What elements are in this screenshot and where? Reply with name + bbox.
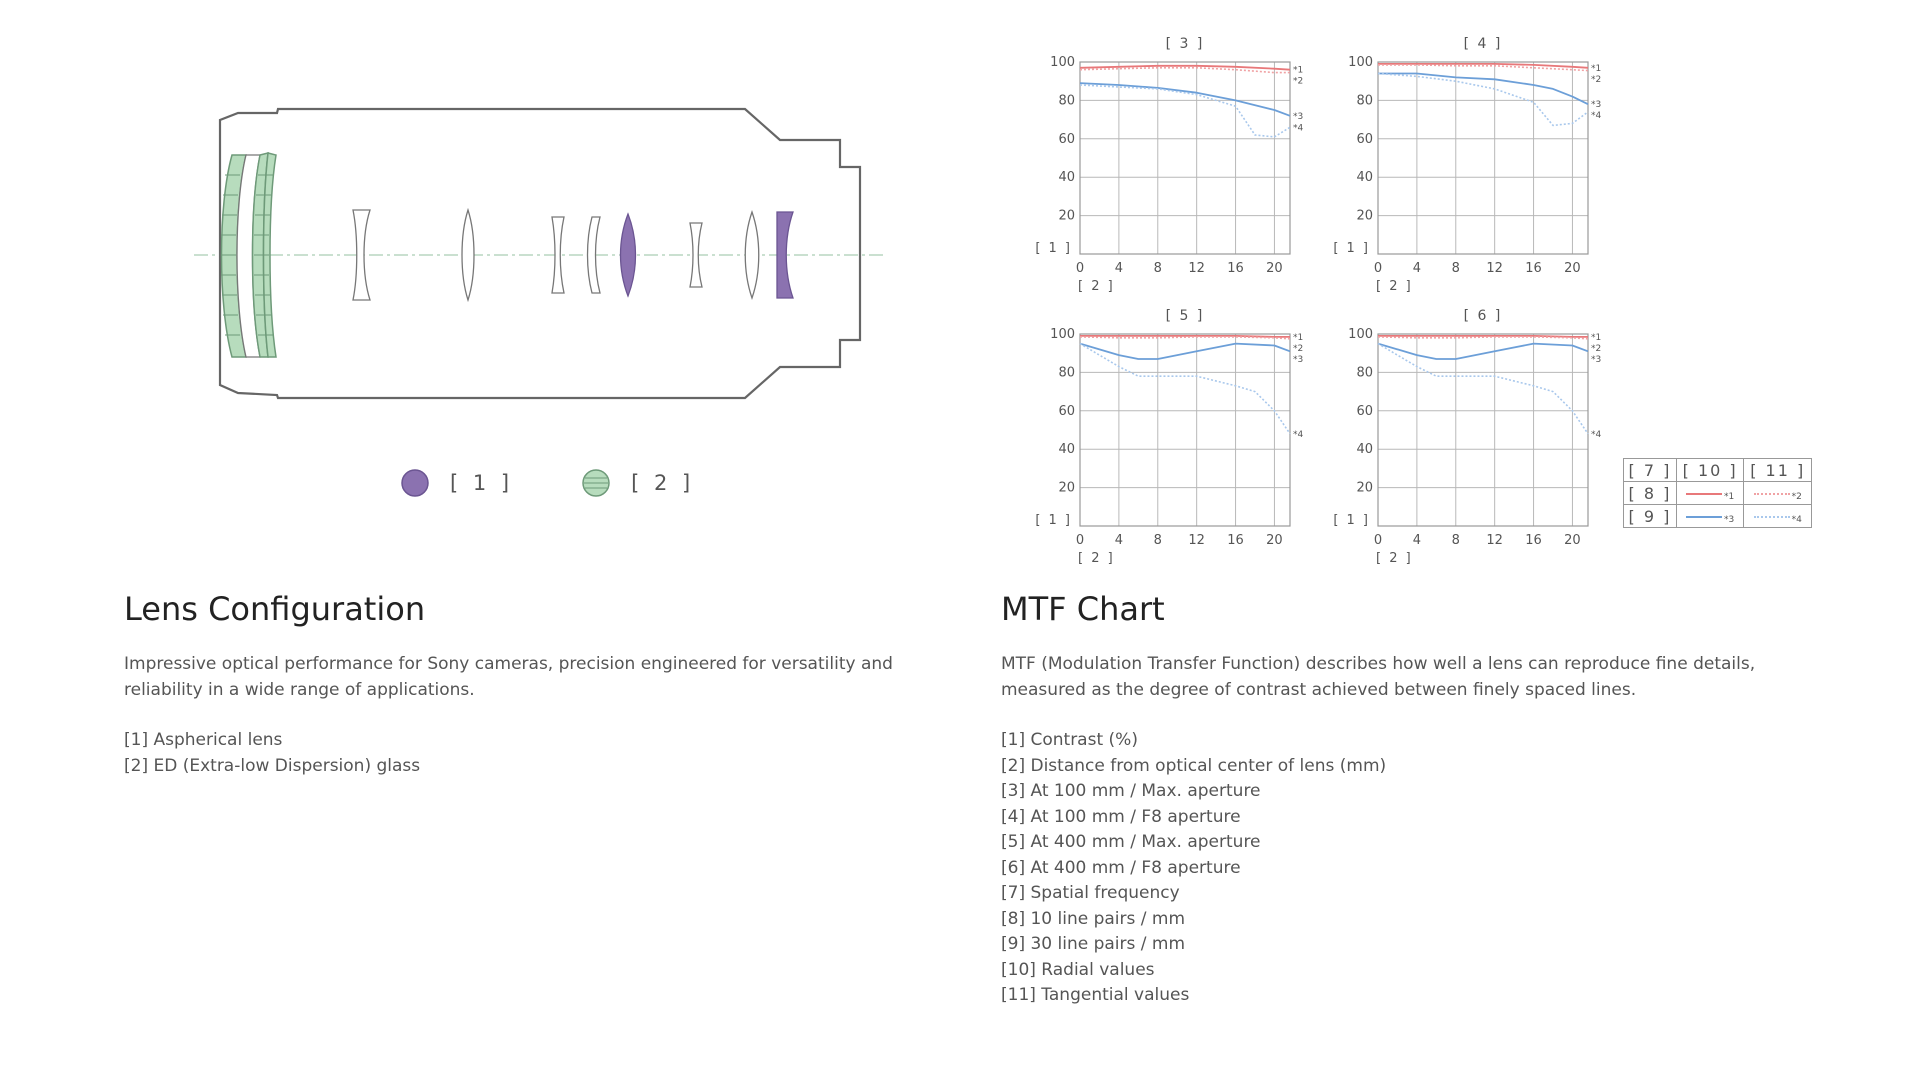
- lens-legend-list: [124, 728, 964, 779]
- x-tick-label: 16: [1227, 533, 1244, 548]
- y-axis-label: [ 1 ]: [1333, 241, 1370, 256]
- y-tick-label: 80: [1356, 93, 1373, 109]
- x-tick-label: 8: [1153, 261, 1162, 276]
- y-tick-label: 100: [1348, 327, 1373, 342]
- series-label: *4: [1591, 429, 1602, 440]
- list-item: [4] At 100 mm / F8 aperture: [1001, 806, 1241, 827]
- key-row-10lp: [ 8 ]: [1624, 482, 1677, 505]
- y-tick-label: 20: [1058, 480, 1075, 496]
- series-label: *4: [1293, 429, 1304, 440]
- mtf-series-line: [1378, 344, 1588, 359]
- series-label: *1: [1591, 332, 1602, 343]
- section-description: Impressive optical performance for Sony cameras, precision engineered for versatility and reliability in a wide range of applications.: [124, 654, 893, 700]
- list-item: [1] Contrast (%): [1001, 730, 1138, 750]
- chart-title: [ 3 ]: [1165, 36, 1205, 52]
- chart-title: [ 6 ]: [1463, 308, 1503, 324]
- lens-legend: [400, 462, 694, 504]
- x-axis-label: [ 2 ]: [1376, 279, 1413, 294]
- mtf-series-line: [1378, 74, 1588, 126]
- x-tick-label: 4: [1114, 261, 1124, 276]
- x-tick-label: 4: [1114, 533, 1124, 548]
- mtf-key-table: [1623, 458, 1812, 528]
- legend-label: [ 1 ]: [450, 471, 514, 495]
- mtf-series-line: [1080, 344, 1290, 359]
- list-item: [5] At 400 mm / Max. aperture: [1001, 832, 1261, 852]
- series-label: *1: [1293, 332, 1304, 343]
- list-item: [10] Radial values: [1001, 959, 1155, 980]
- y-tick-label: 20: [1356, 208, 1373, 224]
- series-label: *4: [1591, 111, 1602, 122]
- lens-configuration-diagram: [180, 95, 900, 415]
- aspherical-swatch-icon: [400, 468, 430, 498]
- y-tick-label: 40: [1356, 442, 1373, 458]
- list-item: [1] Aspherical lens: [124, 730, 283, 750]
- x-tick-label: 20: [1266, 533, 1283, 548]
- key-cell-radial-10lp: [1676, 482, 1744, 505]
- list-item: [2] ED (Extra-low Dispersion) glass: [124, 755, 421, 776]
- chart-title: [ 5 ]: [1165, 308, 1205, 324]
- series-label: *1: [1293, 65, 1304, 76]
- y-tick-label: 40: [1058, 170, 1075, 186]
- mtf-series-line: [1378, 74, 1588, 105]
- series-label: *2: [1293, 343, 1304, 354]
- blue-solid-line: [1686, 516, 1722, 518]
- aspherical-element: [777, 212, 793, 298]
- y-tick-label: 40: [1356, 170, 1373, 186]
- key-header-spatial-frequency: [ 7 ]: [1624, 459, 1677, 482]
- section-description: MTF (Modulation Transfer Function) describes how well a lens can reproduce fine details, measured as the degree of contrast achieved between finely spaced lines.: [1001, 654, 1756, 700]
- legend-item-aspherical: [400, 468, 513, 498]
- list-item: [2] Distance from optical center of lens (mm): [1001, 755, 1387, 776]
- y-tick-label: 100: [1348, 55, 1373, 70]
- x-axis-label: [ 2 ]: [1078, 551, 1115, 566]
- blue-dotted-line: [1754, 516, 1790, 518]
- mtf-legend-list: [1001, 728, 1841, 1009]
- mtf-series-line: [1080, 85, 1290, 137]
- list-item: [11] Tangential values: [1001, 985, 1190, 1005]
- section-title: Lens Configuration: [124, 590, 426, 628]
- y-axis-label: [ 1 ]: [1035, 241, 1072, 256]
- mtf-chart-400mm-f8: [1328, 302, 1618, 572]
- y-tick-label: 80: [1356, 365, 1373, 381]
- mtf-chart-400mm-max-aperture: [1030, 302, 1320, 572]
- key-cell-tangential-10lp: [1744, 482, 1812, 505]
- list-item: [8] 10 line pairs / mm: [1001, 908, 1186, 929]
- x-tick-label: 12: [1486, 533, 1503, 548]
- y-tick-label: 60: [1356, 403, 1373, 419]
- list-item: [3] At 100 mm / Max. aperture: [1001, 781, 1261, 801]
- x-tick-label: 0: [1373, 261, 1383, 276]
- series-label: *2: [1591, 343, 1602, 354]
- x-axis-label: [ 2 ]: [1376, 551, 1413, 566]
- x-tick-label: 12: [1188, 533, 1205, 548]
- list-item: [7] Spatial frequency: [1001, 883, 1180, 903]
- aspherical-element: [621, 214, 636, 296]
- x-tick-label: 20: [1564, 261, 1581, 276]
- x-tick-label: 4: [1412, 533, 1422, 548]
- red-solid-line: [1686, 493, 1722, 495]
- key-header-radial: [ 10 ]: [1676, 459, 1744, 482]
- mtf-chart-100mm-max-aperture: [1030, 30, 1320, 300]
- x-tick-label: 8: [1451, 261, 1460, 276]
- series-label: *1: [1591, 63, 1602, 74]
- chart-title: [ 4 ]: [1463, 36, 1503, 52]
- mtf-series-line: [1080, 344, 1290, 434]
- x-tick-label: 12: [1188, 261, 1205, 276]
- y-tick-label: 80: [1058, 93, 1075, 109]
- y-tick-label: 60: [1058, 403, 1075, 419]
- x-tick-label: 4: [1412, 261, 1422, 276]
- list-item: [9] 30 line pairs / mm: [1001, 934, 1186, 954]
- x-tick-label: 8: [1451, 533, 1460, 548]
- x-axis-label: [ 2 ]: [1078, 279, 1115, 294]
- x-tick-label: 0: [1075, 533, 1085, 548]
- series-label: *3: [1591, 354, 1602, 365]
- y-tick-label: 20: [1058, 208, 1075, 224]
- x-tick-label: 16: [1227, 261, 1244, 276]
- section-title: MTF Chart: [1001, 590, 1165, 628]
- key-cell-tangential-30lp: [1744, 505, 1812, 528]
- ed-glass-swatch-icon: [581, 468, 611, 498]
- lens-element: [745, 212, 759, 298]
- y-axis-label: [ 1 ]: [1333, 513, 1370, 528]
- mtf-series-line: [1080, 83, 1290, 116]
- lens-element: [462, 210, 474, 300]
- y-tick-label: 40: [1058, 442, 1075, 458]
- series-label: *2: [1591, 74, 1602, 85]
- key-row-30lp: [ 9 ]: [1624, 505, 1677, 528]
- series-label: *3: [1293, 354, 1304, 365]
- x-tick-label: 16: [1525, 261, 1542, 276]
- y-tick-label: 100: [1050, 327, 1075, 342]
- x-tick-label: 20: [1266, 261, 1283, 276]
- y-axis-label: [ 1 ]: [1035, 513, 1072, 528]
- y-tick-label: 60: [1058, 131, 1075, 147]
- key-header-tangential: [ 11 ]: [1744, 459, 1812, 482]
- legend-item-ed-glass: [581, 468, 694, 498]
- lens-configuration-section: [124, 590, 964, 779]
- key-cell-radial-30lp: [1676, 505, 1744, 528]
- key-tag: *4: [1791, 514, 1802, 525]
- y-tick-label: 80: [1058, 365, 1075, 381]
- list-item: [6] At 400 mm / F8 aperture: [1001, 857, 1241, 878]
- x-tick-label: 12: [1486, 261, 1503, 276]
- x-tick-label: 20: [1564, 533, 1581, 548]
- key-tag: *2: [1791, 491, 1802, 502]
- mtf-chart-section: [1001, 590, 1841, 1009]
- red-dotted-line: [1754, 493, 1790, 495]
- series-label: *2: [1293, 76, 1304, 87]
- x-tick-label: 8: [1153, 533, 1162, 548]
- y-tick-label: 20: [1356, 480, 1373, 496]
- key-tag: *1: [1724, 491, 1735, 502]
- mtf-chart-100mm-f8: [1328, 30, 1618, 300]
- x-tick-label: 0: [1075, 261, 1085, 276]
- y-tick-label: 60: [1356, 131, 1373, 147]
- lens-barrel-outline: [220, 109, 860, 398]
- series-label: *3: [1293, 111, 1304, 122]
- series-label: *3: [1591, 100, 1602, 111]
- x-tick-label: 0: [1373, 533, 1383, 548]
- key-tag: *3: [1724, 514, 1735, 525]
- series-label: *4: [1293, 123, 1304, 134]
- legend-label: [ 2 ]: [631, 471, 695, 495]
- y-tick-label: 100: [1050, 55, 1075, 70]
- x-tick-label: 16: [1525, 533, 1542, 548]
- mtf-series-line: [1378, 344, 1588, 434]
